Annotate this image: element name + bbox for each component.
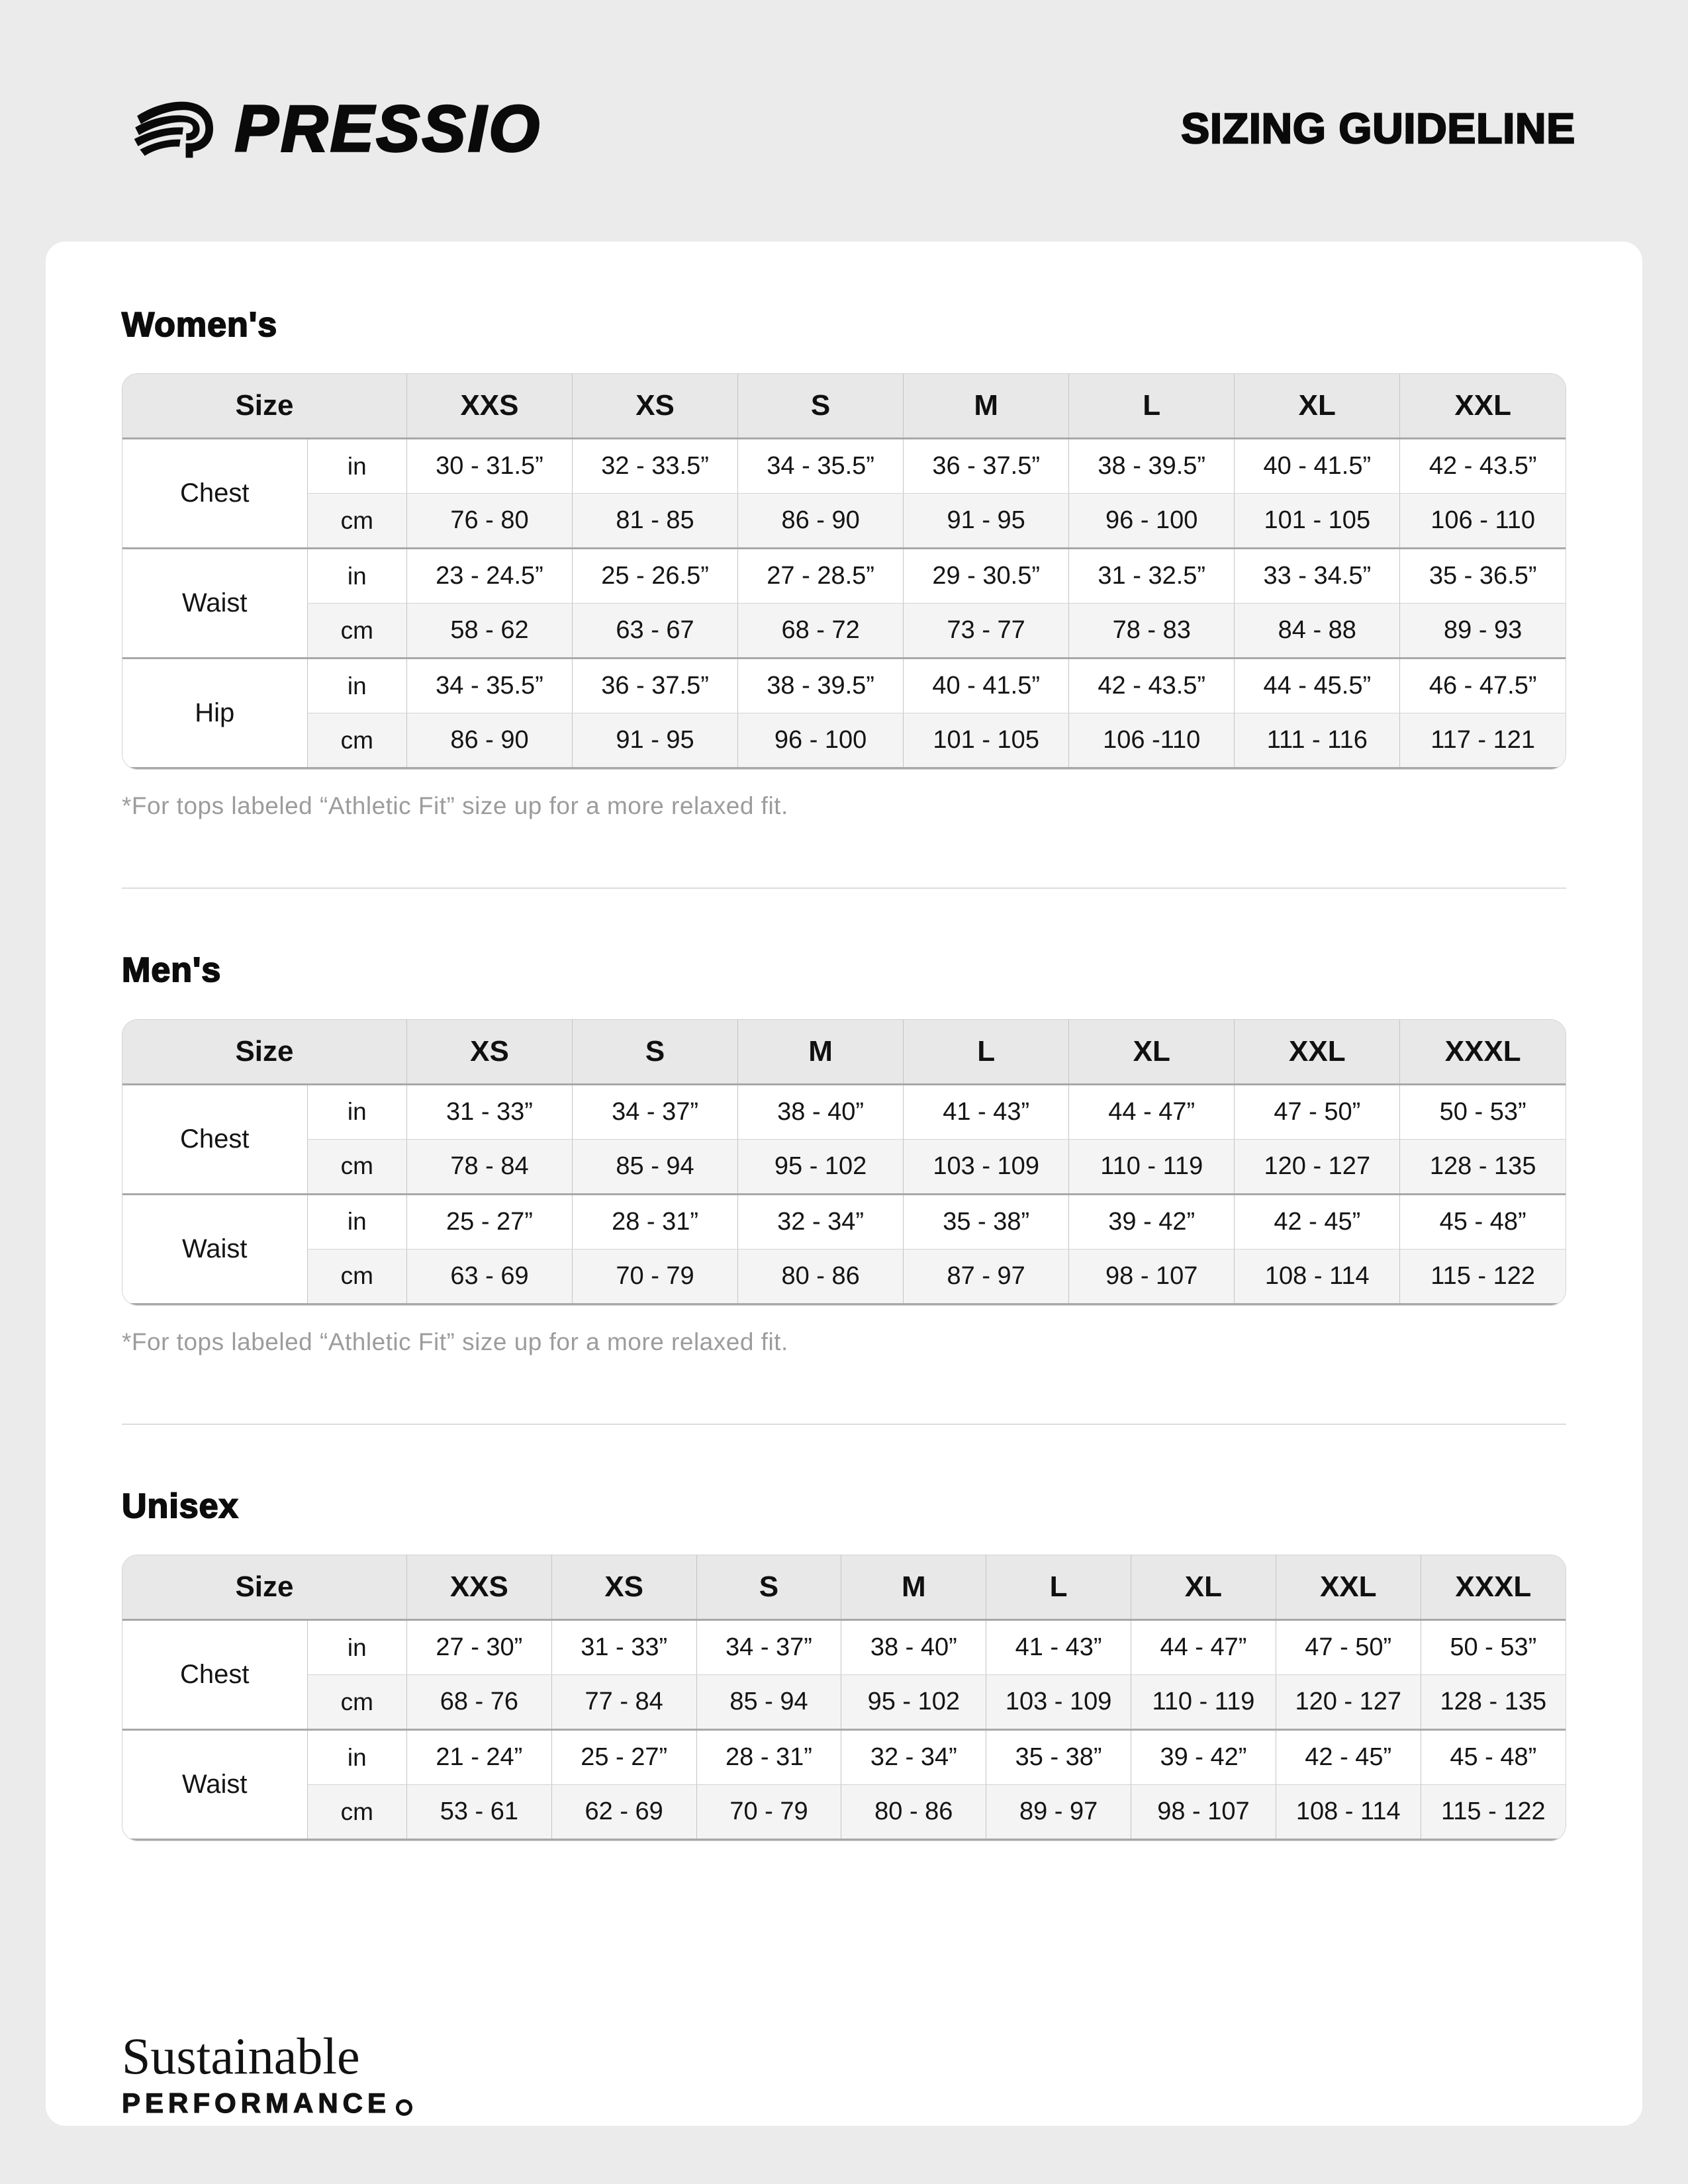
size-value: 31 - 33” [551,1620,696,1675]
brand-logo [122,92,542,165]
size-column-header: Size [122,374,406,439]
waist-in-row [122,1730,1566,1785]
size-value: 98 - 107 [1131,1785,1276,1840]
unit-label-cm: cm [307,713,406,768]
size-value: 85 - 94 [696,1675,841,1730]
size-value: 29 - 30.5” [904,549,1069,604]
size-value: 76 - 80 [406,494,572,549]
chest-in-row [122,1084,1566,1139]
size-value: 34 - 35.5” [738,439,904,494]
size-value: 38 - 40” [738,1084,904,1139]
size-value: 27 - 28.5” [738,549,904,604]
waist-cm-row [122,604,1566,659]
size-header-xl: XL [1131,1555,1276,1620]
size-value: 33 - 34.5” [1235,549,1400,604]
size-header-xl: XL [1235,374,1400,439]
size-value: 28 - 31” [573,1194,738,1249]
size-value: 47 - 50” [1276,1620,1421,1675]
size-value: 98 - 107 [1069,1249,1235,1304]
size-value: 84 - 88 [1235,604,1400,659]
size-value: 110 - 119 [1131,1675,1276,1730]
size-value: 110 - 119 [1069,1139,1235,1194]
size-header-xxs: XXS [406,1555,551,1620]
size-header-s: S [573,1020,738,1085]
size-value: 80 - 86 [738,1249,904,1304]
size-value: 44 - 47” [1069,1084,1235,1139]
mens-size-table [122,1020,1566,1305]
size-value: 115 - 122 [1400,1249,1566,1304]
pressio-wing-icon [122,97,219,160]
chest-in-row [122,439,1566,494]
size-value: 117 - 121 [1400,713,1566,768]
hip-in-row [122,659,1566,713]
measure-label-chest: Chest [122,439,307,549]
size-value: 86 - 90 [738,494,904,549]
size-value: 103 - 109 [904,1139,1069,1194]
size-value: 42 - 45” [1235,1194,1400,1249]
size-column-header: Size [122,1020,406,1085]
unit-label-cm: cm [307,1139,406,1194]
size-header-s: S [696,1555,841,1620]
size-header-xxl: XXL [1276,1555,1421,1620]
size-value: 32 - 33.5” [573,439,738,494]
size-value: 120 - 127 [1235,1139,1400,1194]
unit-label-cm: cm [307,604,406,659]
size-value: 39 - 42” [1069,1194,1235,1249]
unit-label-in: in [307,1084,406,1139]
size-header-m: M [904,374,1069,439]
size-value: 68 - 72 [738,604,904,659]
size-value: 96 - 100 [1069,494,1235,549]
section-divider [122,1424,1566,1425]
waist-cm-row [122,1785,1566,1840]
unit-label-cm: cm [307,1249,406,1304]
size-value: 47 - 50” [1235,1084,1400,1139]
size-value: 38 - 39.5” [738,659,904,713]
size-value: 81 - 85 [573,494,738,549]
size-value: 40 - 41.5” [1235,439,1400,494]
waist-in-row [122,549,1566,604]
size-value: 89 - 93 [1400,604,1566,659]
size-value: 101 - 105 [904,713,1069,768]
size-value: 68 - 76 [406,1675,551,1730]
size-value: 30 - 31.5” [406,439,572,494]
size-value: 58 - 62 [406,604,572,659]
mens-table-wrapper [122,1019,1566,1306]
size-value: 34 - 37” [573,1084,738,1139]
size-value: 27 - 30” [406,1620,551,1675]
size-value: 91 - 95 [904,494,1069,549]
unit-label-cm: cm [307,494,406,549]
size-value: 34 - 37” [696,1620,841,1675]
size-header-m: M [841,1555,986,1620]
size-value: 36 - 37.5” [904,439,1069,494]
size-value: 21 - 24” [406,1730,551,1785]
footer-tagline-line2 [122,2087,1566,2119]
size-value: 86 - 90 [406,713,572,768]
footer-tagline-line2-text: PERFORMANCE [122,2087,391,2118]
size-header-m: M [738,1020,904,1085]
chest-cm-row [122,1139,1566,1194]
size-column-header: Size [122,1555,406,1620]
size-header-xs: XS [573,374,738,439]
size-header-xxxl: XXXL [1400,1020,1566,1085]
size-header-l: L [1069,374,1235,439]
page-header [0,0,1688,165]
size-value: 91 - 95 [573,713,738,768]
size-value: 95 - 102 [841,1675,986,1730]
size-value: 78 - 83 [1069,604,1235,659]
measure-label-waist: Waist [122,1730,307,1840]
size-value: 45 - 48” [1400,1194,1566,1249]
section-divider [122,887,1566,889]
size-value: 35 - 38” [986,1730,1131,1785]
size-value: 108 - 114 [1276,1785,1421,1840]
size-value: 42 - 43.5” [1069,659,1235,713]
size-value: 38 - 39.5” [1069,439,1235,494]
chest-cm-row [122,494,1566,549]
size-value: 70 - 79 [696,1785,841,1840]
waist-cm-row [122,1249,1566,1304]
unit-label-in: in [307,549,406,604]
size-value: 80 - 86 [841,1785,986,1840]
size-value: 44 - 45.5” [1235,659,1400,713]
size-value: 39 - 42” [1131,1730,1276,1785]
womens-table-wrapper [122,373,1566,770]
size-value: 25 - 26.5” [573,549,738,604]
waist-in-row [122,1194,1566,1249]
size-value: 23 - 24.5” [406,549,572,604]
chest-in-row [122,1620,1566,1675]
size-value: 42 - 45” [1276,1730,1421,1785]
unit-label-in: in [307,1730,406,1785]
size-value: 25 - 27” [406,1194,572,1249]
size-header-xxs: XXS [406,374,572,439]
size-value: 53 - 61 [406,1785,551,1840]
brand-name: PRESSIO [235,92,542,165]
unit-label-in: in [307,659,406,713]
size-value: 31 - 32.5” [1069,549,1235,604]
measure-label-waist: Waist [122,549,307,659]
size-value: 77 - 84 [551,1675,696,1730]
size-value: 40 - 41.5” [904,659,1069,713]
size-value: 32 - 34” [738,1194,904,1249]
size-value: 32 - 34” [841,1730,986,1785]
section-unisex [122,1486,1566,1841]
size-header-l: L [904,1020,1069,1085]
hip-cm-row [122,713,1566,768]
measure-label-chest: Chest [122,1084,307,1194]
size-header-row [122,1555,1566,1620]
size-header-xs: XS [551,1555,696,1620]
size-value: 41 - 43” [904,1084,1069,1139]
unit-label-in: in [307,439,406,494]
footer-tagline-line1: Sustainable [122,2027,360,2085]
size-header-xxl: XXL [1235,1020,1400,1085]
size-value: 70 - 79 [573,1249,738,1304]
size-header-s: S [738,374,904,439]
size-value: 85 - 94 [573,1139,738,1194]
size-value: 78 - 84 [406,1139,572,1194]
size-value: 96 - 100 [738,713,904,768]
mens-heading: Men's [122,951,222,990]
size-header-l: L [986,1555,1131,1620]
size-value: 101 - 105 [1235,494,1400,549]
size-value: 106 - 110 [1400,494,1566,549]
unit-label-cm: cm [307,1675,406,1730]
size-value: 87 - 97 [904,1249,1069,1304]
size-header-row [122,1020,1566,1085]
size-value: 34 - 35.5” [406,659,572,713]
size-value: 63 - 67 [573,604,738,659]
section-mens [122,950,1566,1355]
size-value: 50 - 53” [1400,1084,1566,1139]
unisex-size-table [122,1555,1566,1841]
size-header-xl: XL [1069,1020,1235,1085]
size-value: 128 - 135 [1400,1139,1566,1194]
page-title: SIZING GUIDELINE [1181,105,1575,152]
unit-label-in: in [307,1194,406,1249]
ring-mark-icon [396,2099,412,2116]
size-value: 25 - 27” [551,1730,696,1785]
size-value: 41 - 43” [986,1620,1131,1675]
unit-label-in: in [307,1620,406,1675]
size-value: 45 - 48” [1421,1730,1566,1785]
unisex-table-wrapper [122,1555,1566,1841]
size-header-xxl: XXL [1400,374,1566,439]
size-value: 36 - 37.5” [573,659,738,713]
measure-label-hip: Hip [122,659,307,768]
content-card [46,242,1642,2126]
unisex-heading: Unisex [122,1486,239,1525]
size-value: 95 - 102 [738,1139,904,1194]
size-value: 63 - 69 [406,1249,572,1304]
womens-size-table [122,374,1566,769]
size-value: 28 - 31” [696,1730,841,1785]
size-value: 50 - 53” [1421,1620,1566,1675]
chest-cm-row [122,1675,1566,1730]
size-value: 44 - 47” [1131,1620,1276,1675]
womens-heading: Women's [122,306,278,344]
size-value: 108 - 114 [1235,1249,1400,1304]
size-value: 62 - 69 [551,1785,696,1840]
womens-footnote: *For tops labeled “Athletic Fit” size up for a more relaxed fit. [122,792,788,820]
size-value: 38 - 40” [841,1620,986,1675]
size-header-xxxl: XXXL [1421,1555,1566,1620]
measure-label-chest: Chest [122,1620,307,1730]
section-womens [122,304,1566,820]
measure-label-waist: Waist [122,1194,307,1304]
size-value: 35 - 38” [904,1194,1069,1249]
mens-footnote: *For tops labeled “Athletic Fit” size up for a more relaxed fit. [122,1328,788,1355]
size-value: 31 - 33” [406,1084,572,1139]
unit-label-cm: cm [307,1785,406,1840]
size-value: 111 - 116 [1235,713,1400,768]
size-value: 73 - 77 [904,604,1069,659]
size-value: 115 - 122 [1421,1785,1566,1840]
size-header-xs: XS [406,1020,572,1085]
size-value: 106 -110 [1069,713,1235,768]
size-value: 103 - 109 [986,1675,1131,1730]
size-value: 46 - 47.5” [1400,659,1566,713]
size-value: 128 - 135 [1421,1675,1566,1730]
size-value: 35 - 36.5” [1400,549,1566,604]
size-header-row [122,374,1566,439]
footer-tagline [122,2028,1566,2119]
size-value: 120 - 127 [1276,1675,1421,1730]
size-value: 89 - 97 [986,1785,1131,1840]
size-value: 42 - 43.5” [1400,439,1566,494]
